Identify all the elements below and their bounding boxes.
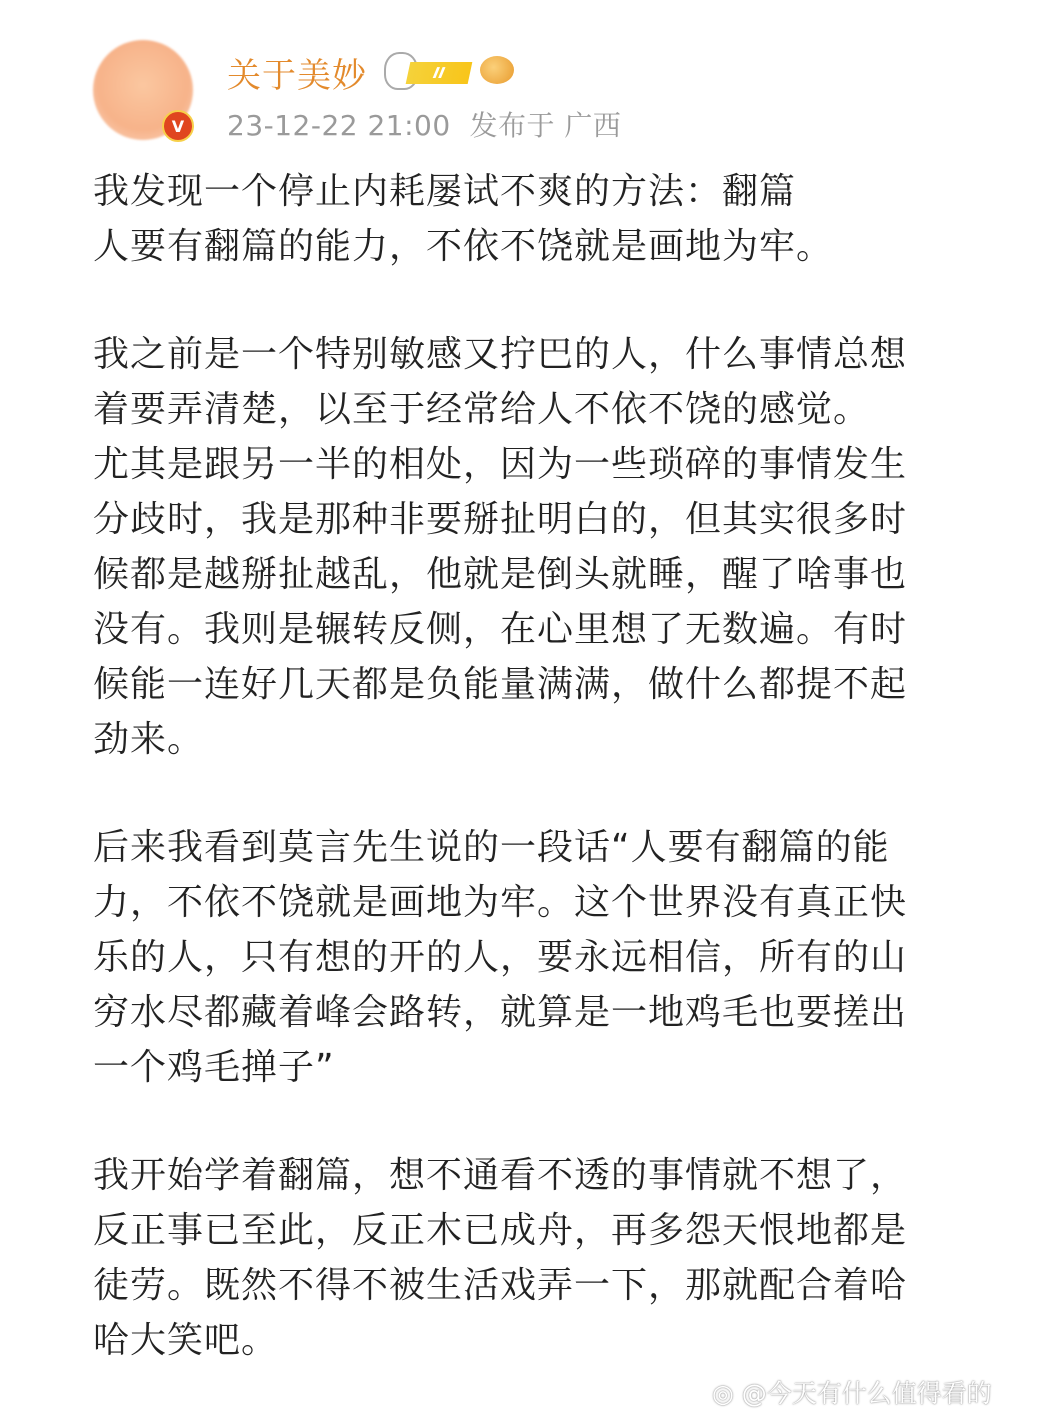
text-line: 我开始学着翻篇，想不通看不透的事情就不想了， [93,1155,908,1196]
text-line: 哈大笑吧。 [93,1320,279,1361]
text-line: 着要弄清楚，以至于经常给人不依不饶的感觉。 [93,389,871,430]
author-name[interactable]: 关于美妙 [227,56,367,96]
text-line: 劲来。 [93,719,205,760]
timestamp: 23-12-22 21:00 [227,109,451,142]
post-body [93,164,993,1421]
text-line: 穷水尽都藏着峰会路转，就算是一地鸡毛也要搓出 [93,992,908,1033]
text-line: 力，不依不饶就是画地为牢。这个世界没有真正快 [93,882,908,923]
fish-badge-icon [480,56,514,84]
text-line: 候都是越掰扯越乱，他就是倒头就睡，醒了啥事也 [93,554,908,595]
text-line: 候能一连好几天都是负能量满满，做什么都提不起 [93,664,908,705]
post-meta [227,104,621,144]
watermark-text: @今天有什么值得看的 [741,1379,992,1408]
paragraph [93,1148,993,1368]
text-line: 我之前是一个特别敏感又拧巴的人，什么事情总想 [93,334,908,375]
location: 发布于 广西 [469,109,622,142]
level-badge: II [406,62,473,84]
text-line: 我发现一个停止内耗屡试不爽的方法：翻篇 [93,171,797,212]
text-line: 一个鸡毛掸子” [93,1047,335,1088]
text-line: 反正事已至此，反正木已成舟，再多怨天恨地都是 [93,1210,908,1251]
watermark [712,1374,992,1410]
text-line: 尤其是跟另一半的相处，因为一些琐碎的事情发生 [93,444,908,485]
text-line: 后来我看到莫言先生说的一段话“人要有翻篇的能 [93,827,890,868]
verified-badge-icon: V [162,110,194,142]
text-line: 分歧时，我是那种非要掰扯明白的，但其实很多时 [93,499,908,540]
paragraph [93,327,993,767]
text-line: 徒劳。既然不得不被生活戏弄一下，那就配合着哈 [93,1265,908,1306]
paragraph [93,164,993,274]
weibo-logo-icon: ◎ [712,1379,734,1408]
text-line: 人要有翻篇的能力，不依不饶就是画地为牢。 [93,226,834,267]
text-line: 乐的人，只有想的开的人，要永远相信，所有的山 [93,937,908,978]
text-line: 没有。我则是辗转反侧，在心里想了无数遍。有时 [93,609,908,650]
paragraph [93,820,993,1095]
